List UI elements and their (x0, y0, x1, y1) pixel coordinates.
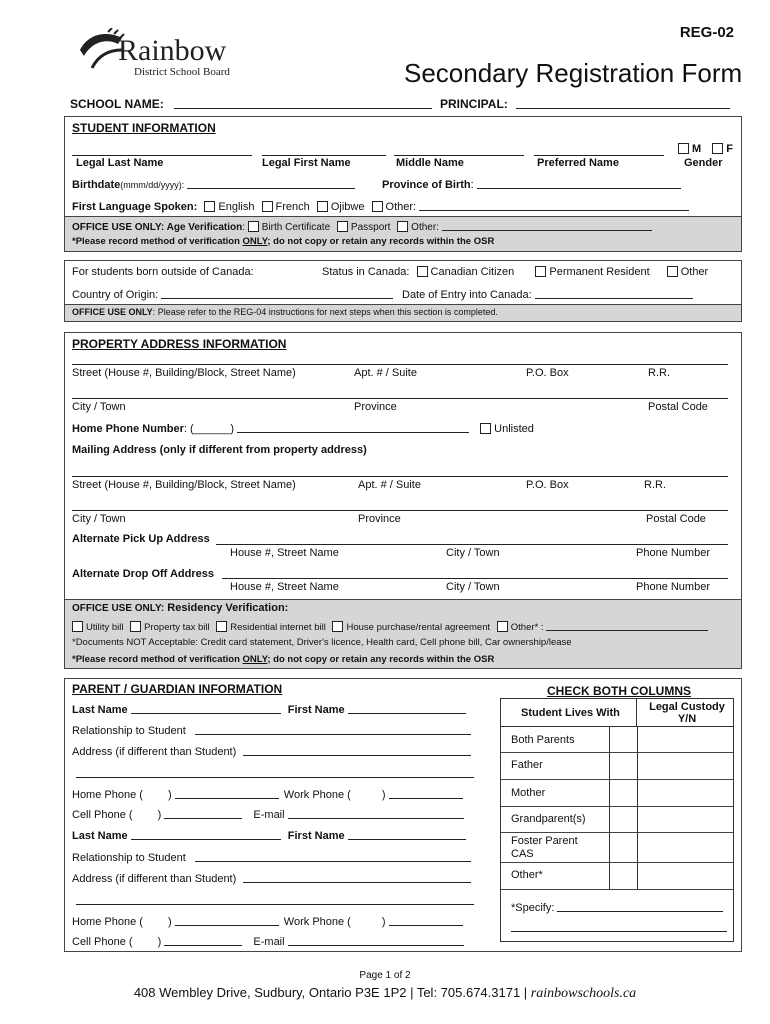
gender-f-checkbox[interactable] (712, 143, 723, 154)
legal-first-label: Legal First Name (262, 157, 351, 169)
footer-website[interactable]: rainbowschools.ca (530, 986, 637, 1001)
first-language-row: First Language Spoken: English French Ojibwe Other: (72, 200, 689, 213)
g1-first-name-field[interactable] (348, 703, 466, 714)
verif-other-field[interactable] (442, 220, 652, 231)
g1-email-field[interactable] (288, 808, 464, 819)
mailing-street-field[interactable] (72, 476, 728, 477)
res-other-checkbox[interactable] (497, 621, 508, 632)
logo (78, 26, 248, 82)
unlisted-checkbox[interactable] (480, 423, 491, 434)
property-section-title: PROPERTY ADDRESS INFORMATION (72, 337, 287, 351)
born-outside-label: For students born outside of Canada: (72, 266, 254, 278)
preferred-name-label: Preferred Name (537, 157, 619, 169)
footer-address: 408 Wembley Drive, Sudbury, Ontario P3E 1P2 | Tel: 705.674.3171 | rainbowschools.ca (133, 985, 637, 1001)
not-acceptable-note: *Documents NOT Acceptable: Credit card statement, Driver's licence, Health card, Cell phone bill, Car ownership/lease (72, 637, 572, 648)
lang-other-field[interactable] (419, 200, 689, 211)
g1-cell-phone-field[interactable] (164, 808, 242, 819)
age-verification-row: OFFICE USE ONLY: Age Verification: Birth Certificate Passport Other: (72, 220, 652, 233)
form-title: Secondary Registration Form (404, 58, 743, 88)
gender-label: Gender (684, 157, 723, 169)
principal-label: PRINCIPAL: (440, 97, 508, 111)
org-subtitle: District School Board (134, 66, 230, 78)
g1-address-field[interactable] (243, 745, 471, 756)
row-mother: Mother (511, 787, 546, 799)
specify-row: *Specify: (511, 901, 723, 914)
birthdate-field[interactable] (187, 178, 355, 189)
middle-name-field[interactable] (394, 155, 524, 156)
row-foster-parent: Foster Parent (511, 835, 578, 847)
school-name-field[interactable] (174, 108, 432, 109)
preferred-name-field[interactable] (534, 155, 664, 156)
g1-home-phone-field[interactable] (175, 788, 279, 799)
g2-first-name-field[interactable] (348, 829, 466, 840)
middle-name-label: Middle Name (396, 157, 464, 169)
g1-address-field-2[interactable] (76, 777, 474, 778)
check-both-label: CHECK BOTH COLUMNS (547, 684, 691, 698)
specify-field-2[interactable] (511, 931, 727, 932)
student-section-title: STUDENT INFORMATION (72, 121, 216, 135)
alt-dropoff-field[interactable] (222, 578, 728, 579)
lives-with-both-parents-cell[interactable] (617, 735, 628, 746)
lang-french-checkbox[interactable] (262, 201, 273, 212)
verif-passport-checkbox[interactable] (337, 221, 348, 232)
country-row: Country of Origin: (72, 288, 393, 301)
lives-with-header: Student Lives With (521, 707, 620, 719)
status-pr-checkbox[interactable] (535, 266, 546, 277)
row-other: Other* (511, 869, 543, 881)
specify-field[interactable] (557, 901, 723, 912)
living-custody-table (500, 698, 734, 942)
mailing-label: Mailing Address (only if different from property address) (72, 444, 367, 456)
date-entry-field[interactable] (535, 288, 693, 299)
g2-relationship-row: Relationship to Student (72, 851, 471, 864)
province-birth-row: Province of Birth: (382, 178, 681, 191)
g1-name-row: Last Name First Name (72, 703, 466, 716)
res-other-field[interactable] (546, 620, 708, 631)
g2-email-field[interactable] (288, 935, 464, 946)
g2-phone-row: Home Phone ( ) Work Phone ( ) (72, 915, 463, 928)
student-record-note: *Please record method of verification ONLY; do not copy or retain any records within the OSR (72, 236, 495, 247)
res-internet-checkbox[interactable] (216, 621, 227, 632)
g2-address-row: Address (if different than Student) (72, 872, 471, 885)
g2-relationship-field[interactable] (195, 851, 471, 862)
birthdate-row: Birthdate(mmm/dd/yyyy): (72, 178, 355, 191)
g2-work-phone-field[interactable] (389, 915, 463, 926)
g2-cell-phone-field[interactable] (164, 935, 242, 946)
lang-other-checkbox[interactable] (372, 201, 383, 212)
gender-m-checkbox[interactable] (678, 143, 689, 154)
mailing-city-field[interactable] (72, 510, 728, 511)
status-other-checkbox[interactable] (667, 266, 678, 277)
province-birth-field[interactable] (477, 178, 681, 189)
g1-relationship-field[interactable] (195, 724, 471, 735)
legal-first-field[interactable] (262, 155, 386, 156)
status-row: Status in Canada: Canadian Citizen Permanent Resident Other (322, 266, 709, 278)
status-citizen-checkbox[interactable] (417, 266, 428, 277)
form-code: REG-02 (679, 24, 734, 41)
g1-address-row: Address (if different than Student) (72, 745, 471, 758)
g2-address-field-2[interactable] (76, 904, 474, 905)
row-father: Father (511, 759, 543, 771)
res-tax-checkbox[interactable] (130, 621, 141, 632)
org-name: Rainbow (118, 34, 227, 67)
date-entry-row: Date of Entry into Canada: (402, 288, 693, 301)
g2-address-field[interactable] (243, 872, 471, 883)
page-number: Page 1 of 2 (359, 970, 411, 981)
verif-other-checkbox[interactable] (397, 221, 408, 232)
principal-field[interactable] (516, 108, 730, 109)
legal-custody-header: Legal Custody Y/N (649, 701, 725, 725)
legal-last-label: Legal Last Name (76, 157, 164, 169)
res-utility-checkbox[interactable] (72, 621, 83, 632)
g1-cell-row: Cell Phone ( ) E-mail (72, 808, 464, 821)
lang-english-checkbox[interactable] (204, 201, 215, 212)
verif-birth-cert-checkbox[interactable] (248, 221, 259, 232)
lang-ojibwe-checkbox[interactable] (317, 201, 328, 212)
row-both-parents: Both Parents (511, 734, 575, 746)
alt-pickup-field[interactable] (216, 544, 728, 545)
alt-pickup-label: Alternate Pick Up Address (72, 533, 210, 545)
country-field[interactable] (161, 288, 393, 299)
custody-both-parents-cell[interactable] (685, 735, 696, 746)
row-grandparents: Grandparent(s) (511, 813, 586, 825)
g2-home-phone-field[interactable] (175, 915, 279, 926)
school-name-label: SCHOOL NAME: (70, 97, 164, 111)
g1-relationship-row: Relationship to Student (72, 724, 471, 737)
alt-dropoff-label: Alternate Drop Off Address (72, 568, 215, 580)
g1-last-name-field[interactable] (131, 703, 281, 714)
g2-name-row: Last Name First Name (72, 829, 466, 842)
home-phone-row: Home Phone Number: (______) Unlisted (72, 423, 534, 435)
row-cas: CAS (511, 848, 534, 860)
parent-section-title: PARENT / GUARDIAN INFORMATION (72, 682, 283, 696)
g2-last-name-field[interactable] (131, 829, 281, 840)
g1-work-phone-field[interactable] (389, 788, 463, 799)
property-street-field[interactable] (72, 364, 728, 365)
residency-options: Utility bill Property tax bill Residential internet bill House purchase/rental agreement Other* : (68, 620, 708, 633)
g1-phone-row: Home Phone ( ) Work Phone ( ) (72, 788, 463, 801)
res-house-checkbox[interactable] (332, 621, 343, 632)
residency-title: OFFICE USE ONLY: Residency Verification: (72, 602, 289, 614)
property-city-field[interactable] (72, 398, 728, 399)
outside-office-note: OFFICE USE ONLY: Please refer to the REG-04 instructions for next steps when this section is completed. (72, 307, 498, 317)
home-phone-field[interactable] (237, 422, 469, 433)
legal-last-field[interactable] (72, 155, 252, 156)
g2-cell-row: Cell Phone ( ) E-mail (72, 935, 464, 948)
property-record-note: *Please record method of verification ONLY; do not copy or retain any records within the OSR (72, 654, 495, 665)
